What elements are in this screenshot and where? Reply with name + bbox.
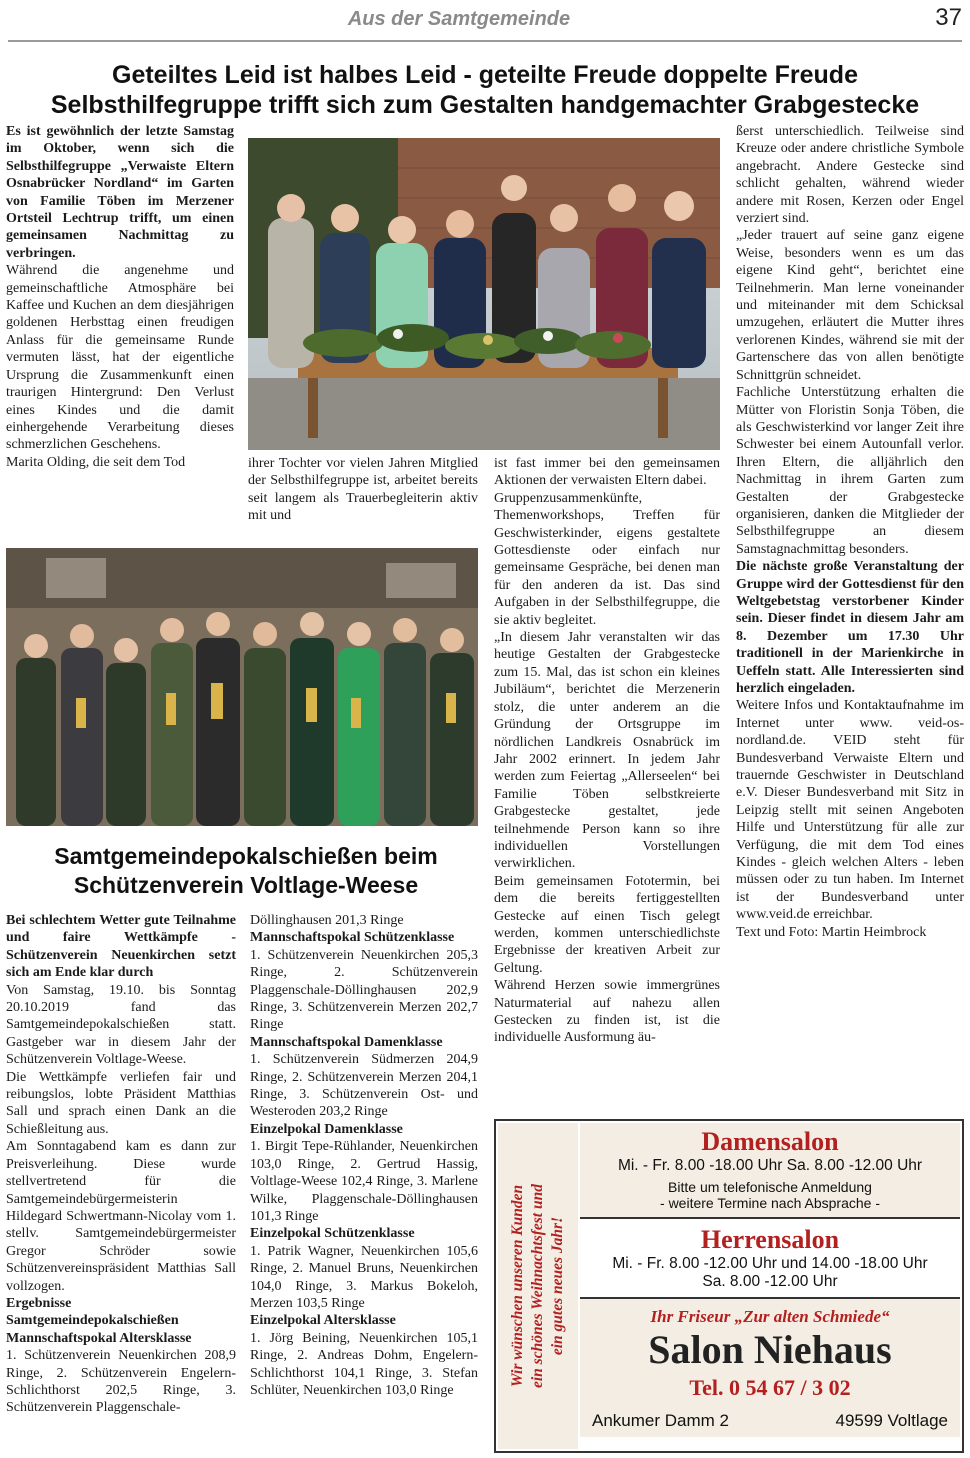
article1-paragraph: Beim gemeinsamen Fototermin, bei dem die bereits fertiggestellten Gestecke auf einen Tisch gelegt werden, kommen unterschiedlichste Ergebnisse der kreativen Arbeit zur Geltung. [494, 873, 720, 976]
ad-damensalon-title: Damensalon [701, 1127, 839, 1156]
results-category: Einzelpokal Schützenklasse [250, 1226, 415, 1242]
article2-paragraph: Von Samstag, 19.10. bis Sonntag 20.10.2019 fand das Samtgemeindepokalschießen statt. Gastgeber war in diesem Jahr der Schützenverein Voltlage-Weese. [6, 982, 236, 1068]
article2-paragraph: Am Sonntagabend kam es dann zur Preisverleihung. Diese wurde stellvertretend für die Samtgemeindebürgermeisterin Hildegard Schwertmann-Nicolay vom 1. stellv. Samtgemeindebürgermeister Gregor Schröder sowie Schützenvereinspräsident Matthias Sall vollzogen. [6, 1139, 236, 1294]
article1-paragraph: „In diesem Jahr veranstalten wir das heutige Gestalten der Grabgestecke zum 15. Mal, das ist schon ein kleines Jubiläum“, berichtet die Merzenerin stolz, die unter anderem an die Gründung der Ortsgruppe im nördlichen Landkreis Osnabrück im Jahr 2002 erinnert. In jedem Jahr werden zum Feiertag „Allerseelen“ bei Familie Töben selbstkreierte Grabgestecke gestaltet, jede teilnehmende Person kann so ihre individuellen Vorstellungen verwirklichen. [494, 630, 720, 872]
ad-damensalon-note: - weitere Termine nach Absprache - [660, 1195, 880, 1211]
article1-paragraph: ßerst unterschiedlich. Teilweise sind Kreuze oder andere christliche Symbole angebracht. Andere Gestecke sind schlicht gehalten, während wieder andere mit Rosen, Kerzen oder Engel verziert sind. [736, 124, 964, 227]
ad-salon-block [580, 1299, 960, 1437]
results-text: 1. Patrik Wagner, Neuenkirchen 105,6 Ringe, 2. Manuel Bruns, Neuenkirchen 104,0 Ringe, 3. Markus Bokeloh, Merzen 103,5 Ringe [250, 1243, 478, 1311]
ad-greeting-panel [498, 1123, 578, 1449]
ad-herrensalon-hours: Sa. 8.00 -12.00 Uhr [702, 1273, 838, 1290]
article1-paragraph: ist fast immer bei den gemeinsamen Aktionen der verwaisten Eltern dabei. [494, 456, 720, 489]
results-category: Einzelpokal Damenklasse [250, 1121, 403, 1137]
ad-damensalon-block [580, 1123, 960, 1217]
article1-paragraph: Während Herzen sowie immergrünes Naturmaterial auf nahezu allen Gestecken zu finden ist, ist die individuelle Ausformung äu- [494, 978, 720, 1046]
ad-damensalon-hours: Mi. - Fr. 8.00 -18.00 Uhr Sa. 8.00 -12.00 Uhr [617, 1157, 923, 1174]
results-category: Einzelpokal Altersklasse [250, 1313, 396, 1329]
ad-address [580, 1401, 960, 1433]
ad-salon-name: Salon Niehaus [648, 1327, 892, 1372]
results-text: 1. Schützenverein Südmerzen 204,9 Ringe, 2. Schützenverein Merzen 204,1 Ringe, 3. Schützenverein Ost- und Westeroden 203,2 Ringe [250, 1052, 478, 1120]
article2-paragraph: Die Wettkämpfe verliefen fair und reibungslos, lobte Präsident Matthias Sall und sprach einen Dank an die Schießleitung aus. [6, 1069, 236, 1137]
results-text: 1. Birgit Tepe-Rühlander, Neuenkirchen 103,0 Ringe, 2. Gertrud Hassig, Voltlage-Weese 102,4 Ringe, 3. Marlene Wilke, Plaggenschale-Döllinghausen 101,3 Ringe [250, 1139, 478, 1224]
article2-lead: Bei schlechtem Wetter gute Teilnahme und faire Wettkämpfe - Schützenverein Neuenkirchen setzt sich am Ende klar durch [6, 913, 236, 981]
article1-paragraph: Weitere Infos und Kontaktaufnahme im Internet unter www. veid-os-nordland.de. VEID steht für Bundesverband Verwaiste Eltern und trauernde Geschwister in Deutschland e.V. Dieser Bundesverband mit Sitz in Leipzig stellt mit seinen Angeboten Hilfe und Unterstützung für alle zur Verfügung, die mit dem Tod eines Kindes - gleich welchen Alters - leben müssen oder zu tun haben. Im Internet ist der Bundesverband unter www.veid.de erreichbar. [736, 698, 964, 923]
results-category: Mannschaftspokal Schützenklasse [250, 930, 455, 946]
results-category: Mannschaftspokal Damenklasse [250, 1034, 443, 1050]
header-divider [8, 40, 962, 42]
ad-slogan: Ihr Friseur „Zur alten Schmiede“ [650, 1307, 890, 1326]
article1-column-2 [248, 455, 478, 525]
article1-column-1 [6, 123, 234, 471]
article-headline-2 [6, 842, 486, 900]
article1-lead: Es ist gewöhnlich der letzte Samstag im Oktober, wenn sich die Selbsthilfegruppe „Verwaiste Eltern Osnabrücker Nordland“ im Garten von Familie Töben im Merzener Ortsteil Lechtrup trifft, um einen gemeinsamen Nachmittag zu verbringen. [6, 124, 234, 261]
article1-column-3 [494, 455, 720, 1047]
article2-column-2 [250, 912, 478, 1399]
article2-headline-line1: Samtgemeindepokalschießen beim [54, 843, 438, 869]
results-category: Mannschaftspokal Altersklasse [6, 1330, 192, 1346]
article2-column-1 [6, 912, 236, 1417]
article1-paragraph: Gruppenzusammenkünfte, Themenworkshops, Treffen für Geschwisterkinder, eigens gestaltete Gottesdienste oder einfach nur gemeinsame Gespräche, bei denen man für den anderen da ist. Das sind Aufgaben in der Selbsthilfegruppe, die sie aktiv begleitet. [494, 490, 720, 628]
ad-phone: Tel. 0 54 67 / 3 02 [689, 1375, 851, 1400]
article1-paragraph: Während die angenehme und gemeinschaftliche Atmosphäre bei Kaffee und Kuchen an dem diesjährigen goldenen Herbsttag einen freudigen Anlass für die gemeinsame Runde vermuten lässt, hat der eigentliche Ursprung die Zusammenkunft einen traurigen Hintergrund: Den Verlust eines Kindes und die damit einhergehende Verarbeitung dieses schmerzlichen Geschehens. [6, 263, 234, 453]
ad-damensalon-note: Bitte um telefonische Anmeldung [668, 1179, 872, 1195]
photo-credit: Text und Foto: Martin Heimbrock [736, 924, 927, 940]
results-text: 1. Jörg Beining, Neuenkirchen 105,1 Ringe, 2. Andreas Dohm, Engelern-Schlichthorst 104,1 Ringe, 3. Stefan Schlüter, Neuenkirchen 103,0 Ringe [250, 1330, 478, 1398]
photo-trophy-ceremony [6, 548, 478, 826]
article1-paragraph: „Jeder trauert auf seine ganz eigene Weise, besonders wenn es um das eigene Kind geht“, berichtet eine Teilnehmerin. Man lerne voneinander und miteinander mit dem Schicksal umzugehen, erläutert die Mutter ihres verlorenen Kindes, während sie mit der Gartenschere das von allen benötigte Schnittgrün schneidet. [736, 228, 964, 383]
results-text: 1. Schützenverein Neuenkirchen 205,3 Ringe, 2. Schützenverein Plaggenschale-Döllinghausen 202,9 Ringe, 3. Schützenverein Merzen 202,7 Ringe [250, 947, 478, 1033]
article1-paragraph: Marita Olding, die seit dem Tod [6, 454, 186, 470]
photo-group-wreaths [248, 138, 720, 450]
results-heading: Ergebnisse Samtgemeindepokalschießen [6, 1295, 179, 1329]
ad-herrensalon-block [580, 1219, 960, 1297]
ad-greeting: Wir wünschen unseren Kunden ein schönes Weihnachtsfest und ein gutes neues Jahr! [509, 1184, 566, 1388]
results-text: 1. Schützenverein Neuenkirchen 208,9 Ringe, 2. Schützenverein Engelern-Schlichthorst 202,5 Ringe, 3. Schützenverein Plaggenschale- [6, 1348, 236, 1416]
article1-column-4 [736, 123, 964, 941]
article1-paragraph: ihrer Tochter vor vielen Jahren Mitglied der Selbsthilfegruppe ist, arbeitet bereits seit langem als Trauerbegleiterin aktiv mit und [248, 456, 478, 524]
ad-content [580, 1123, 960, 1437]
event-announcement: Die nächste große Veranstaltung der Gruppe wird der Gottesdienst für den Weltgebetstag verstorbener Kinder sein. Dieser findet in diesem Jahr am 8. Dezember um 17.30 Uhr traditionell in der Marienkirche in Ueffeln statt. Alle Interessierten sind herzlich eingeladen. [736, 559, 964, 696]
ad-city: 49599 Voltlage [835, 1411, 948, 1430]
ad-herrensalon-hours: Mi. - Fr. 8.00 -12.00 Uhr und 14.00 -18.00 Uhr [612, 1255, 928, 1272]
results-text: Döllinghausen 201,3 Ringe [250, 913, 404, 928]
article2-headline-line2: Schützenverein Voltlage-Weese [73, 872, 419, 898]
page-number: 37 [935, 4, 962, 31]
ad-herrensalon-title: Herrensalon [700, 1225, 840, 1254]
section-title: Aus der Samtgemeinde [347, 8, 571, 30]
article-headline-1: Geteiltes Leid ist halbes Leid - geteilte Freude doppelte Freude [112, 61, 858, 89]
article1-paragraph: Fachliche Unterstützung erhalten die Mütter von Floristin Sonja Töben, die als Geschwisterkind vor langer Zeit ihre Schwester bei einem Autounfall verlor. Ihren Eltern, die alljährlich den Nachmittag in ihrem Garten zum Gestalten der Grabgestecke organisieren, danken die Mitglieder der Selbsthilfegruppe an diesem Samstagnachmittag besonders. [736, 385, 964, 557]
ad-street: Ankumer Damm 2 [592, 1411, 729, 1430]
article-subheadline-1: Selbsthilfegruppe trifft sich zum Gestalten handgemachter Grabgestecke [50, 91, 920, 119]
